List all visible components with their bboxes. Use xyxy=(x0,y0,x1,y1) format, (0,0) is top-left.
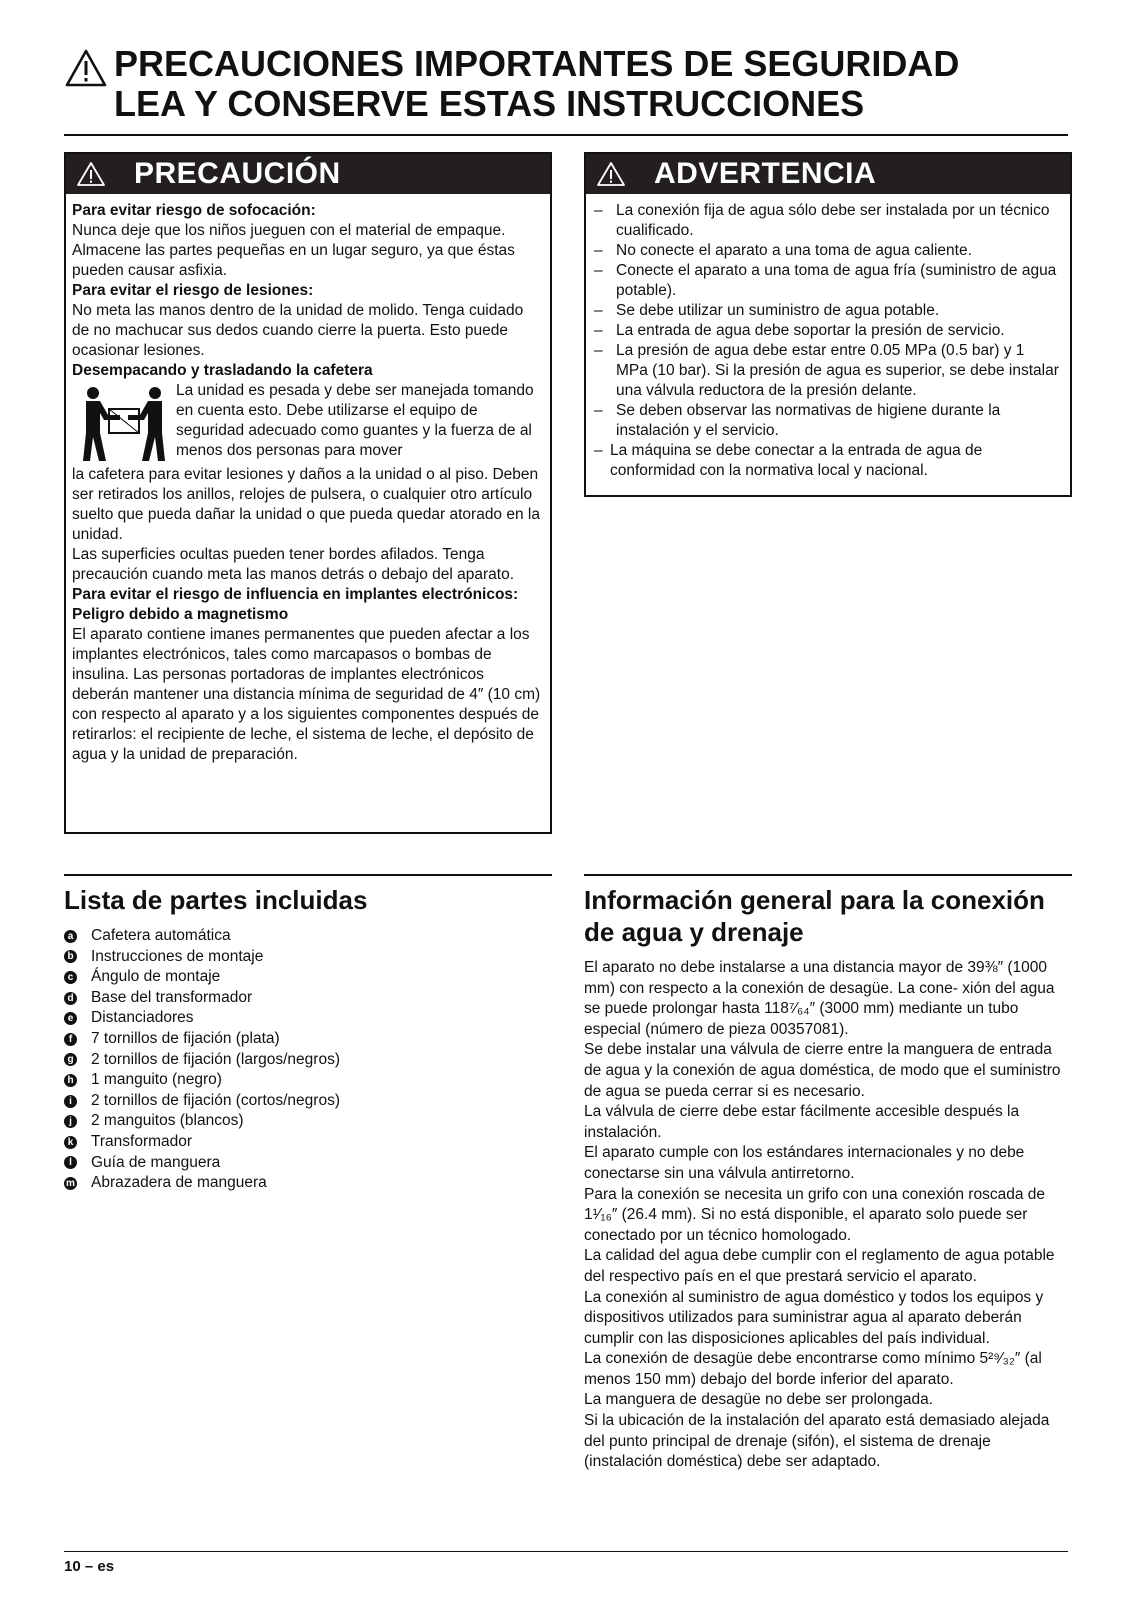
parts-section xyxy=(64,874,552,1194)
warning-item: – Se debe utilizar un suministro de agua potable. xyxy=(594,302,940,319)
warning-heading: ADVERTENCIA xyxy=(654,157,877,190)
water-paragraph: Para la conexión se necesita un grifo con una conexión roscada de 1¹⁄₁₆″ (26.4 mm). Si no está disponible, el aparato solo puede ser conectado por un técnico homologado. xyxy=(584,1185,1045,1244)
letter-badge: l xyxy=(64,1156,77,1169)
water-paragraph: La manguera de desagüe no debe ser prolongada. xyxy=(584,1391,934,1409)
caution-subheading-unpacking: Desempacando y trasladando la cafetera xyxy=(72,362,373,379)
caution-subheading-magnetism: Peligro debido a magnetismo xyxy=(72,606,289,623)
water-paragraph: La calidad del agua debe cumplir con el reglamento de agua potable del respectivo país en el que prestará servicio el aparato. xyxy=(584,1247,1055,1285)
warning-item-text: Se debe utilizar un suministro de agua potable. xyxy=(616,302,940,319)
part-label: Base del transformador xyxy=(91,988,253,1006)
warning-item-text: La presión de agua debe estar entre 0.05 MPa (0.5 bar) y 1 MPa (10 bar). Si la presión de agua es superior, se debe instalar una válvula reductora de la presión delante. xyxy=(616,342,1059,399)
part-label: Distanciadores xyxy=(91,1009,194,1027)
part-label: 1 manguito (negro) xyxy=(91,1071,222,1089)
page-title-line2: LEA Y CONSERVE ESTAS INSTRUCCIONES xyxy=(114,83,865,124)
warning-item: – Se deben observar las normativas de higiene durante la instalación y el servicio. xyxy=(594,401,1060,441)
list-item xyxy=(64,947,552,968)
caution-text-unpacking-a: La unidad es pesada y debe ser manejada tomando en cuenta esto. Debe utilizarse el equipo de seguridad adecuado como guantes y la fuerza de al menos dos personas para mover xyxy=(176,382,534,459)
list-item xyxy=(64,1132,552,1153)
letter-badge: a xyxy=(64,930,77,943)
part-label: 2 manguitos (blancos) xyxy=(91,1112,244,1130)
part-label: Abrazadera de manguera xyxy=(91,1174,267,1192)
footer-rule xyxy=(64,1551,1068,1552)
warning-item-text: La máquina se debe conectar a la entrada de agua de conformidad con la normativa local y nacional. xyxy=(610,442,983,479)
warning-triangle-icon xyxy=(76,161,106,187)
warning-item-text: Conecte el aparato a una toma de agua fría (suministro de agua potable). xyxy=(616,262,1057,299)
water-title: Información general para la conexión de agua y drenaje xyxy=(584,885,1045,947)
list-item xyxy=(64,926,552,947)
water-paragraph: La válvula de cierre debe estar fácilmente accesible después la instalación. xyxy=(584,1103,1020,1141)
section-rule xyxy=(64,874,552,876)
list-item xyxy=(64,1070,552,1091)
list-item xyxy=(64,967,552,988)
list-item xyxy=(64,1008,552,1029)
part-label: Instrucciones de montaje xyxy=(91,947,264,965)
warning-item-text: La entrada de agua debe soportar la presión de servicio. xyxy=(616,322,1005,339)
section-rule xyxy=(584,874,1072,876)
part-label: 2 tornillos de fijación (largos/negros) xyxy=(91,1050,340,1068)
warning-item: – La presión de agua debe estar entre 0.05 MPa (0.5 bar) y 1 MPa (10 bar). Si la presión de agua es superior, se debe instalar una válvula reductora de la presión delante. xyxy=(594,342,1059,399)
warning-item-text: La conexión fija de agua sólo debe ser instalada por un técnico cualificado. xyxy=(616,202,1050,239)
water-text xyxy=(584,958,1072,1473)
water-paragraph: Si la ubicación de la instalación del aparato está demasiado alejada del punto principal de drenaje (sifón), el sistema de drenaje (instalación doméstica) debe ser adaptado. xyxy=(584,1412,1050,1471)
warning-item: – No conecte el aparato a una toma de agua caliente. xyxy=(594,242,972,259)
letter-badge: e xyxy=(64,1012,77,1025)
warning-item-text: No conecte el aparato a una toma de agua caliente. xyxy=(616,242,972,259)
warning-item: – La máquina se debe conectar a la entrada de agua de conformidad con la normativa local y nacional. xyxy=(594,441,1060,481)
list-item xyxy=(64,1029,552,1050)
warning-item: – Conecte el aparato a una toma de agua fría (suministro de agua potable). xyxy=(594,261,1060,301)
caution-heading-bar xyxy=(66,154,550,194)
letter-badge: c xyxy=(64,971,77,984)
letter-badge: i xyxy=(64,1095,77,1108)
letter-badge: b xyxy=(64,950,77,963)
water-section xyxy=(584,874,1072,1473)
part-label: Guía de manguera xyxy=(91,1153,221,1171)
part-label: Transformador xyxy=(91,1132,193,1150)
page-number: 10 – es xyxy=(64,1558,115,1575)
water-paragraph: El aparato cumple con los estándares internacionales y no debe conectarse sin una válvula antirretorno. xyxy=(584,1144,1025,1182)
page-title xyxy=(114,44,959,124)
letter-badge: d xyxy=(64,992,77,1005)
caution-subheading-injury: Para evitar el riesgo de lesiones: xyxy=(72,282,314,299)
list-item xyxy=(64,1111,552,1132)
parts-list xyxy=(64,926,552,1194)
letter-badge: m xyxy=(64,1177,77,1190)
list-item xyxy=(64,1173,552,1194)
part-label: 2 tornillos de fijación (cortos/negros) xyxy=(91,1091,340,1109)
caution-text-injury: No meta las manos dentro de la unidad de molido. Tenga cuidado de no machucar sus dedos cuando cierre la puerta. Esto puede ocasionar lesiones. xyxy=(72,302,524,359)
letter-badge: g xyxy=(64,1053,77,1066)
warning-item-text: Se deben observar las normativas de higiene durante la instalación y el servicio. xyxy=(616,402,1001,439)
page-title-line1: PRECAUCIONES IMPORTANTES DE SEGURIDAD xyxy=(114,43,960,84)
caution-text-magnetism: El aparato contiene imanes permanentes que pueden afectar a los implantes electrónicos, tales como marcapasos o bombas de insulina. Las personas portadoras de implantes electrónicos deberán mantener una distancia mínima de seguridad de 4″ (10 cm) con respecto al aparato y a los siguientes componentes después de retirarlos: el recipiente de leche, el sistema de leche, el depósito de agua y la unidad de preparación. xyxy=(72,626,541,763)
caution-subheading-suffocation: Para evitar riesgo de sofocación: xyxy=(72,202,316,219)
caution-text-unpacking-b: la cafetera para evitar lesiones y daños a la unidad o al piso. Deben ser retirados los anillos, relojes de pulsera, o cualquier otro artículo suelto que pueda dañar la unidad o que pueda quedar atorado en la unidad. xyxy=(72,466,540,543)
list-item xyxy=(64,988,552,1009)
list-item xyxy=(64,1153,552,1174)
letter-badge: f xyxy=(64,1033,77,1046)
parts-title: Lista de partes incluidas xyxy=(64,885,368,915)
caution-text-sharp-edges: Las superficies ocultas pueden tener bordes afilados. Tenga precaución cuando meta las manos detrás o debajo del aparato. xyxy=(72,546,515,583)
warning-item: – La conexión fija de agua sólo debe ser instalada por un técnico cualificado. xyxy=(594,201,1060,241)
warning-item: – La entrada de agua debe soportar la presión de servicio. xyxy=(594,322,1005,339)
water-paragraph: El aparato no debe instalarse a una distancia mayor de 39⅜″ (1000 mm) con respecto a la conexión de desagüe. La cone- xión del agua se puede prolongar hasta 118⁷⁄₆₄″ (3000 mm) mediante un tubo especial (número de pieza 00357081). xyxy=(584,959,1055,1038)
header-rule xyxy=(64,134,1068,136)
letter-badge: h xyxy=(64,1074,77,1087)
caution-subheading-implants: Para evitar el riesgo de influencia en implantes electrónicos: xyxy=(72,586,519,603)
warning-triangle-icon xyxy=(64,48,108,88)
warning-box xyxy=(584,152,1072,497)
letter-badge: k xyxy=(64,1136,77,1149)
warning-heading-bar xyxy=(586,154,1070,194)
part-label: Cafetera automática xyxy=(91,927,231,944)
water-paragraph: La conexión de desagüe debe encontrarse como mínimo 5²⁹⁄₃₂″ (al menos 150 mm) debajo del borde inferior del aparato. xyxy=(584,1350,1042,1388)
caution-text-suffocation: Nunca deje que los niños jueguen con el material de empaque. Almacene las partes pequeñas en un lugar seguro, ya que éstas pueden causar asfixia. xyxy=(72,222,515,279)
letter-badge: j xyxy=(64,1115,77,1128)
caution-box xyxy=(64,152,552,834)
caution-heading: PRECAUCIÓN xyxy=(134,157,341,190)
list-item xyxy=(64,1091,552,1112)
page-header xyxy=(64,44,1068,124)
two-person-lift-icon xyxy=(76,385,172,465)
water-paragraph: Se debe instalar una válvula de cierre entre la manguera de entrada de agua y la conexión de agua doméstica, de modo que el suministro de agua se pueda cerrar si es necesario. xyxy=(584,1041,1061,1100)
list-item xyxy=(64,1050,552,1071)
warning-triangle-icon xyxy=(596,161,626,187)
part-label: 7 tornillos de fijación (plata) xyxy=(91,1029,280,1047)
water-paragraph: La conexión al suministro de agua doméstico y todos los equipos y dispositivos utilizados para suministrar agua al aparato deberán cumplir con las disposiciones aplicables del país individual. xyxy=(584,1288,1044,1347)
part-label: Ángulo de montaje xyxy=(91,968,221,986)
